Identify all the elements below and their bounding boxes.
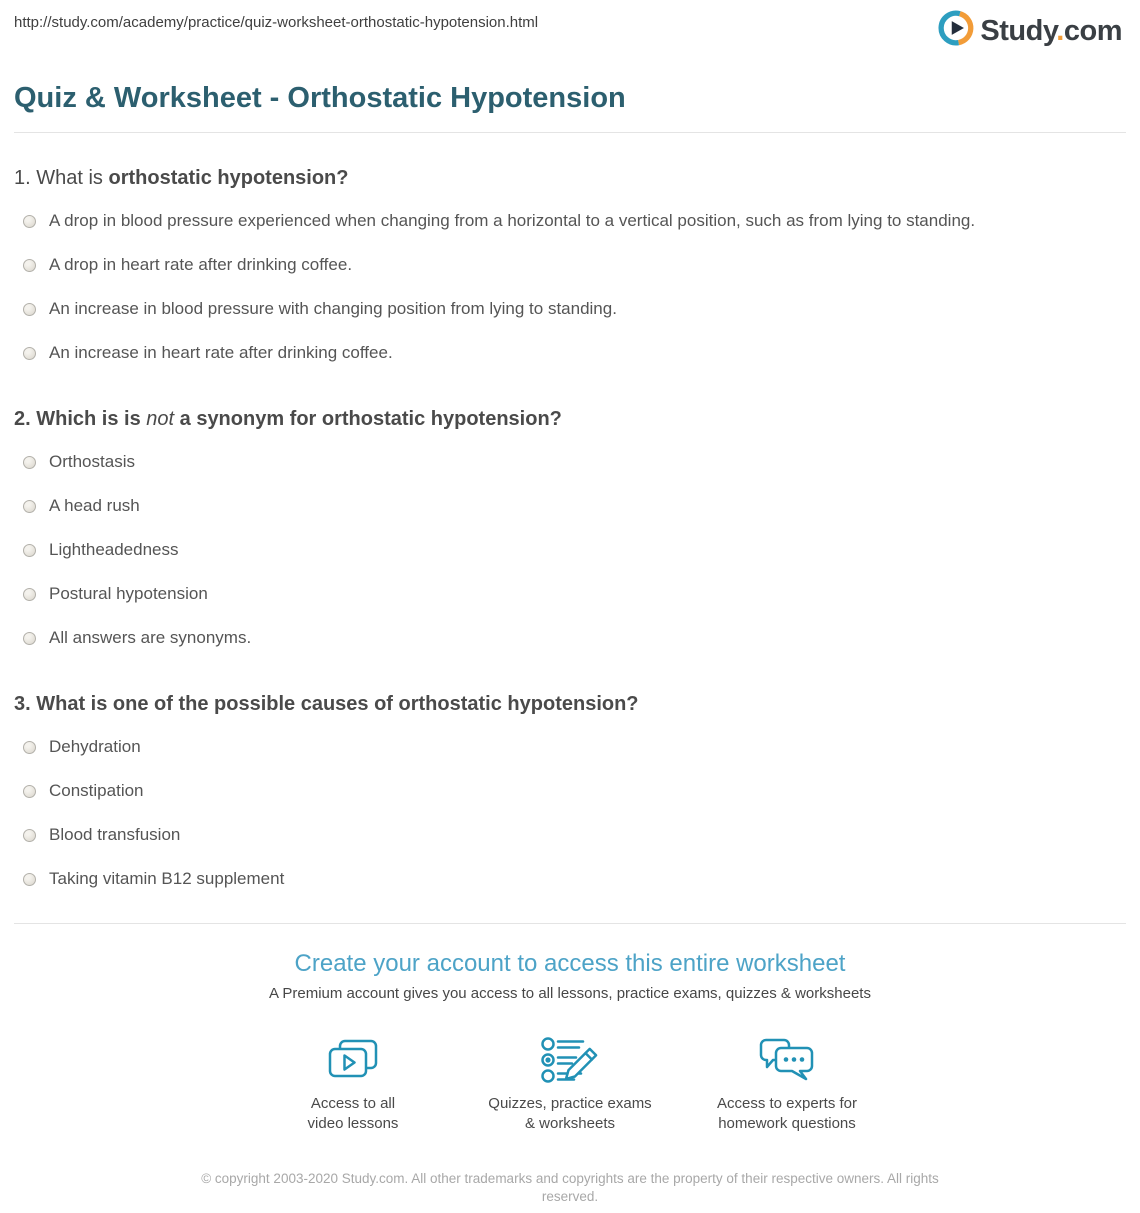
option-label: A drop in heart rate after drinking coffee.	[49, 255, 353, 274]
q2-option-1[interactable]	[14, 440, 1126, 484]
q1-option-4[interactable]	[14, 331, 1126, 375]
radio-button[interactable]	[23, 588, 36, 601]
page-header	[0, 0, 1140, 51]
page-url: http://study.com/academy/practice/quiz-worksheet-orthostatic-hypotension.html	[14, 14, 539, 31]
q1-option-3[interactable]	[14, 287, 1126, 331]
logo-dot: .	[1056, 14, 1064, 47]
q2-option-4[interactable]	[14, 572, 1126, 616]
radio-button[interactable]	[23, 500, 36, 513]
option-label: Orthostasis	[49, 452, 135, 471]
radio-button[interactable]	[23, 347, 36, 360]
option-label: Dehydration	[49, 737, 141, 756]
radio-button[interactable]	[23, 259, 36, 272]
option-label: A drop in blood pressure experienced when changing from a horizontal to a vertical position, such as from lying to standing.	[49, 211, 976, 230]
option-label: An increase in blood pressure with changing position from lying to standing.	[49, 299, 617, 318]
radio-button[interactable]	[23, 632, 36, 645]
feature-caption: Access to all video lessons	[307, 1095, 399, 1132]
q1-option-2[interactable]	[14, 243, 1126, 287]
q2-option-2[interactable]	[14, 484, 1126, 528]
feature-caption: Access to experts for homework questions	[716, 1095, 858, 1132]
studycom-logo[interactable]	[938, 10, 1122, 51]
option-label: Constipation	[49, 781, 144, 800]
question-1-title: 1. What is orthostatic hypotension?	[14, 167, 349, 189]
feature-expert-help	[679, 1035, 896, 1134]
radio-button[interactable]	[23, 829, 36, 842]
option-label: Lightheadedness	[49, 540, 179, 559]
question-3	[14, 692, 1126, 901]
title-divider	[14, 132, 1126, 133]
quiz-question-list	[0, 166, 1140, 901]
q1-option-1[interactable]	[14, 199, 1126, 243]
feature-caption: Quizzes, practice exams & worksheets	[488, 1095, 652, 1132]
option-label: Taking vitamin B12 supplement	[49, 869, 285, 888]
page-title: Quiz & Worksheet - Orthostatic Hypotension	[14, 82, 626, 114]
q3-option-2[interactable]	[14, 769, 1126, 813]
feature-quizzes-worksheets	[462, 1035, 679, 1134]
chat-experts-icon	[757, 1035, 817, 1085]
option-label: A head rush	[49, 496, 140, 515]
cta-section	[0, 947, 1140, 1134]
radio-button[interactable]	[23, 785, 36, 798]
radio-button[interactable]	[23, 544, 36, 557]
question-3-title: 3. What is one of the possible causes of orthostatic hypotension?	[14, 693, 639, 715]
premium-subheading: A Premium account gives you access to all lessons, practice exams, quizzes & worksheets	[269, 985, 871, 1002]
feature-video-lessons	[245, 1035, 462, 1134]
question-2-title: 2. Which is is not a synonym for orthostatic hypotension?	[14, 408, 562, 430]
radio-button[interactable]	[23, 456, 36, 469]
radio-button[interactable]	[23, 303, 36, 316]
studycom-logo-icon	[938, 10, 974, 51]
video-lessons-icon	[325, 1035, 381, 1085]
question-1-options	[14, 199, 1126, 375]
option-label: Postural hypotension	[49, 584, 208, 603]
option-label: All answers are synonyms.	[49, 628, 252, 647]
question-1	[14, 166, 1126, 375]
copyright-notice: © copyright 2003-2020 Study.com. All other trademarks and copyrights are the property of their respective owners. All rights reserved.	[201, 1171, 939, 1204]
q3-option-4[interactable]	[14, 857, 1126, 901]
radio-button[interactable]	[23, 741, 36, 754]
create-account-link[interactable]: Create your account to access this entire worksheet	[294, 950, 846, 977]
cta-divider	[14, 923, 1126, 924]
quizzes-worksheets-icon	[539, 1035, 601, 1085]
question-2	[14, 407, 1126, 660]
question-3-options	[14, 725, 1126, 901]
q2-option-3[interactable]	[14, 528, 1126, 572]
option-label: An increase in heart rate after drinking coffee.	[49, 343, 393, 362]
studycom-logo-text: Study.com	[980, 14, 1122, 47]
q2-option-5[interactable]	[14, 616, 1126, 660]
q3-option-1[interactable]	[14, 725, 1126, 769]
option-label: Blood transfusion	[49, 825, 181, 844]
question-2-options	[14, 440, 1126, 660]
q3-option-3[interactable]	[14, 813, 1126, 857]
radio-button[interactable]	[23, 215, 36, 228]
feature-list	[0, 1035, 1140, 1134]
radio-button[interactable]	[23, 873, 36, 886]
